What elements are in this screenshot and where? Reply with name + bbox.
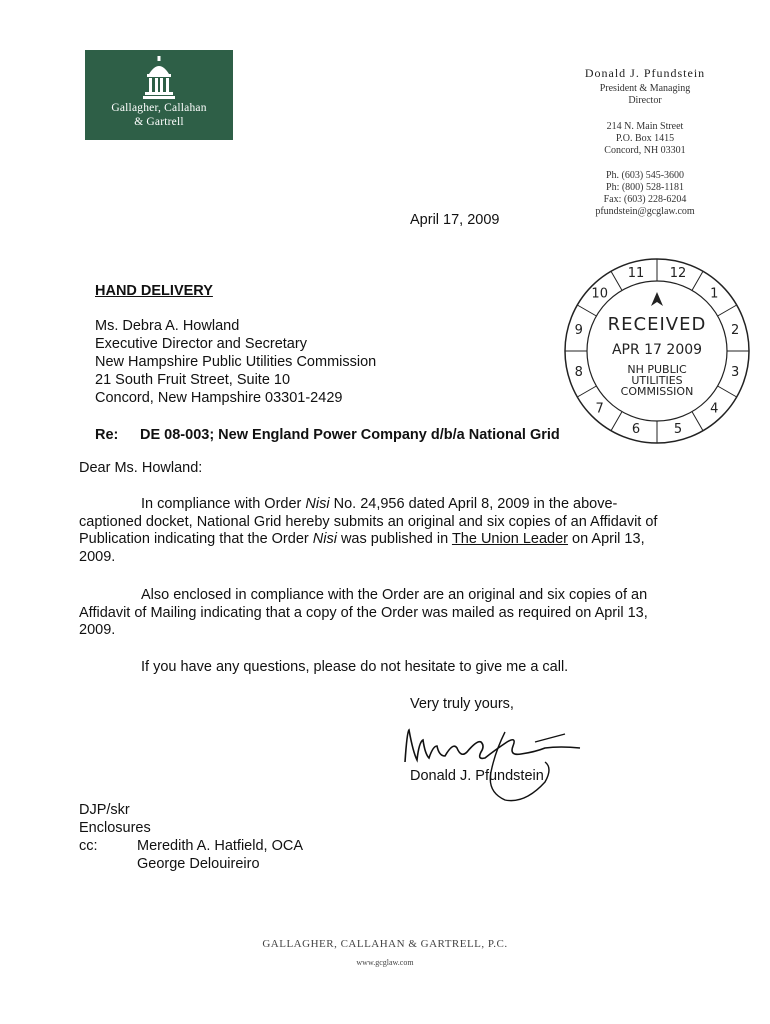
letterhead-title-2: Director — [628, 95, 662, 106]
letterhead-address-1: 214 N. Main Street — [606, 121, 684, 132]
delivery-method: HAND DELIVERY — [95, 283, 213, 299]
firm-name-line1: Gallagher, Callahan — [111, 102, 207, 114]
received-stamp — [562, 256, 752, 446]
footer-firm: GALLAGHER, CALLAHAN & GARTRELL, P.C. — [262, 938, 508, 950]
stamp-dial-number: 3 — [731, 365, 740, 380]
letterhead-fax: Fax: (603) 228-6204 — [603, 194, 687, 205]
recipient-org: New Hampshire Public Utilities Commission — [95, 354, 377, 370]
letterhead-title: President & Managing — [599, 83, 691, 94]
letterhead-email: pfundstein@gcglaw.com — [595, 206, 695, 217]
body-paragraph-2: Also enclosed in compliance with the Order are an original and six copies of an Affidavit of Mailing indicating that a copy of the Order was mailed as required on April 13, 2009. — [79, 587, 648, 638]
stamp-date: APR 17 2009 — [611, 342, 703, 358]
handwritten-signature — [395, 712, 595, 807]
letterhead-name: Donald J. Pfundstein — [584, 66, 706, 80]
typist-initials: DJP/skr — [79, 802, 130, 818]
recipient-name: Ms. Debra A. Howland — [95, 318, 240, 334]
p1-text-b: No. 24,956 dated April 8, 2009 in the above-captioned docket, National Grid hereby submits an original and six copies of an Affidavit of Publication indicating that the Order — [79, 496, 658, 547]
domed-building-icon — [142, 56, 176, 100]
stamp-dial-number: 12 — [669, 265, 687, 281]
stamp-org-1: NH PUBLIC — [627, 363, 687, 376]
stamp-dial-number: 7 — [595, 401, 604, 417]
body-paragraph-3: If you have any questions, please do not hesitate to give me a call. — [141, 659, 569, 675]
stamp-dial-number: 9 — [574, 323, 583, 338]
firm-name-line2: & Gartrell — [134, 116, 184, 128]
re-label: Re: — [95, 427, 119, 443]
stamp-dial-number: 1 — [710, 286, 719, 302]
stamp-received: RECEIVED — [607, 314, 707, 335]
stamp-dial-number: 2 — [731, 323, 740, 338]
footer-website: www.gcglaw.com — [356, 958, 414, 967]
p1-nisi: Nisi — [305, 496, 330, 512]
cc-name-1: Meredith A. Hatfield, OCA — [137, 838, 304, 854]
body-paragraph-1 — [79, 496, 679, 566]
p1-text-d: on April 13, 2009. — [79, 531, 645, 565]
stamp-dial-number: 5 — [673, 422, 683, 438]
closing: Very truly yours, — [410, 696, 514, 712]
stamp-dial-tick — [611, 271, 622, 290]
stamp-dial-tick — [692, 271, 703, 290]
stamp-dial-number: 10 — [591, 286, 608, 302]
letter-date: April 17, 2009 — [410, 212, 500, 228]
stamp-dial-tick — [611, 412, 622, 431]
enclosures: Enclosures — [79, 820, 151, 836]
p1-nisi-2: Nisi — [312, 531, 337, 547]
stamp-dial-number: 4 — [710, 401, 719, 417]
p1-text-a: In compliance with Order — [141, 496, 306, 512]
re-subject: DE 08-003; New England Power Company d/b/a National Grid — [140, 427, 560, 443]
stamp-dial-number: 8 — [574, 365, 583, 380]
cc-name-2: George Delouireiro — [137, 856, 260, 872]
stamp-dial-number: 11 — [627, 265, 645, 281]
stamp-org-2: UTILITIES — [631, 374, 683, 387]
cc-label: cc: — [79, 838, 98, 854]
letterhead-phone: Ph. (603) 545-3600 — [605, 170, 685, 181]
recipient-title: Executive Director and Secretary — [95, 336, 307, 352]
p1-newspaper: The Union Leader — [451, 531, 569, 547]
firm-logo — [85, 50, 233, 140]
letterhead-address-3: Concord, NH 03301 — [604, 145, 686, 156]
salutation: Dear Ms. Howland: — [79, 460, 203, 476]
stamp-org-3: COMMISSION — [620, 385, 694, 398]
signer-name: Donald J. Pfundstein — [410, 768, 544, 784]
recipient-city: Concord, New Hampshire 03301-2429 — [95, 390, 343, 406]
letterhead-phone-2: Ph: (800) 528-1181 — [606, 182, 684, 193]
stamp-dial-number: 6 — [631, 422, 641, 438]
p1-text-c: was published in — [336, 531, 452, 547]
stamp-dial-tick — [692, 412, 703, 431]
recipient-street: 21 South Fruit Street, Suite 10 — [95, 372, 291, 388]
stamp-pointer-icon — [651, 292, 663, 306]
letterhead-address-2: P.O. Box 1415 — [615, 133, 675, 144]
